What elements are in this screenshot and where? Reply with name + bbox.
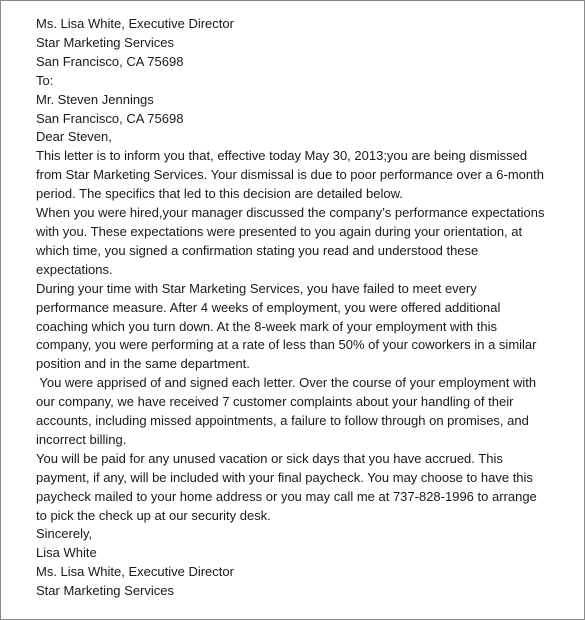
paragraph-3-line-1: During your time with Star Marketing Services, you have failed to meet every <box>36 280 477 296</box>
to-label: To: <box>36 72 54 88</box>
sender-name-title: Ms. Lisa White, Executive Director <box>36 16 234 31</box>
paragraph-3-line-4: company, you were performing at a rate of less than 50% of your coworkers in a similar <box>36 337 537 353</box>
paragraph-2-line-3: which time, you signed a confirmation stating you read and understood these <box>36 242 479 258</box>
paragraph-3-line-5: position and in the same department. <box>36 356 250 372</box>
paragraph-5-line-2: payment, if any, will be included with your final paycheck. You may choose to have this <box>36 469 533 485</box>
paragraph-5-line-4: to pick the check up at our security desk. <box>36 507 271 523</box>
paragraph-5-line-3: paycheck mailed to your home address or you may call me at 737-828-1996 to arrange <box>36 488 537 504</box>
paragraph-3-line-2: performance measure. After 4 weeks of employment, you were offered additional <box>36 299 501 315</box>
sender-city: San Francisco, CA 75698 <box>36 53 184 69</box>
recipient-city: San Francisco, CA 75698 <box>36 110 184 126</box>
paragraph-1-line-3: period. The specifics that led to this decision are detailed below. <box>36 186 403 202</box>
paragraph-2-line-4: expectations. <box>36 261 113 277</box>
recipient-name: Mr. Steven Jennings <box>36 91 154 107</box>
salutation: Dear Steven, <box>36 129 112 145</box>
signer-company: Star Marketing Services <box>36 583 174 599</box>
paragraph-2-line-1: When you were hired,your manager discussed the company’s performance expectations <box>36 205 545 221</box>
signer-name-title: Ms. Lisa White, Executive Director <box>36 564 234 580</box>
closing: Sincerely, <box>36 526 93 542</box>
paragraph-1-line-1: This letter is to inform you that, effective today May 30, 2013;you are being dismissed <box>36 148 528 164</box>
paragraph-4-line-2: our company, we have received 7 customer complaints about your handling of their <box>36 394 514 410</box>
paragraph-5-line-1: You will be paid for any unused vacation or sick days that you have accrued. This <box>36 450 503 466</box>
paragraph-2-line-2: with you. These expectations were presented to you again during your orientation, at <box>36 223 523 239</box>
sender-company: Star Marketing Services <box>36 34 174 50</box>
signature-name: Lisa White <box>36 545 97 561</box>
paragraph-4-line-1: You were apprised of and signed each letter. Over the course of your employment with <box>36 375 537 391</box>
paragraph-4-line-3: accounts, including missed appointments, a failure to follow through on promises, and <box>36 413 529 429</box>
paragraph-3-line-3: coaching which you turn down. At the 8-week mark of your employment with this <box>36 318 497 334</box>
paragraph-4-line-4: incorrect billing. <box>36 431 127 447</box>
paragraph-1-line-2: from Star Marketing Services. Your dismissal is due to poor performance over a 6-month <box>36 167 544 183</box>
